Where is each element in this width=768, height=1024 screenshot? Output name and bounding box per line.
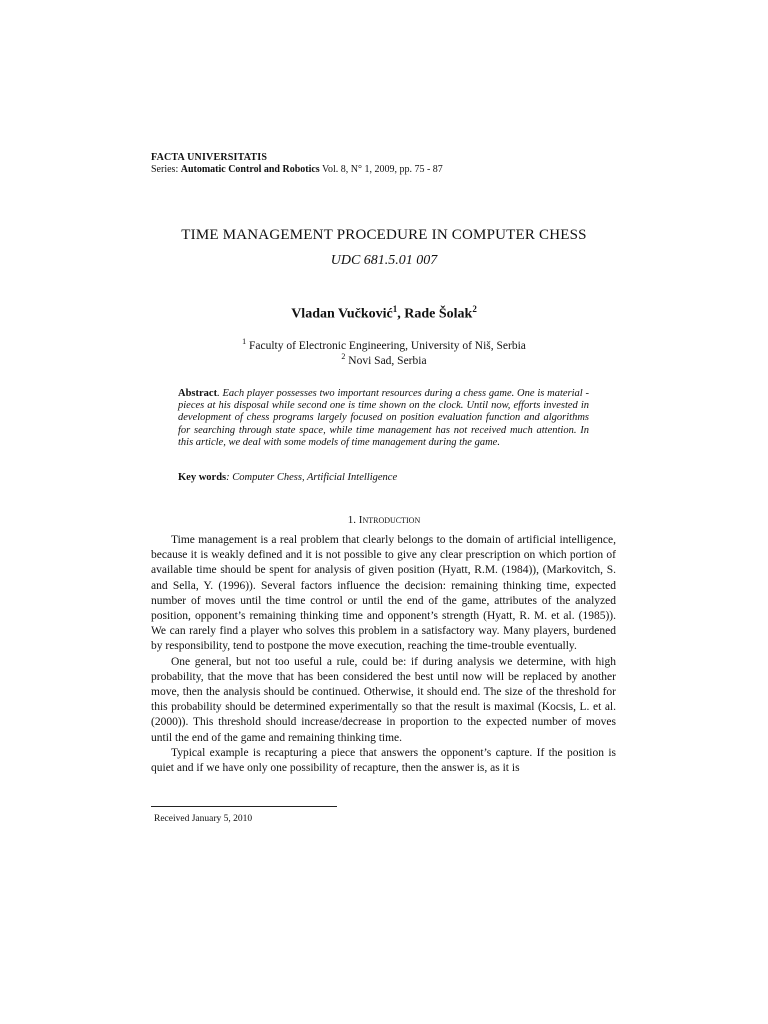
- series-prefix: Series:: [151, 164, 181, 175]
- series-volume: Vol. 8, N° 1, 2009, pp. 75 - 87: [319, 164, 443, 175]
- paragraph-1: Time management is a real problem that clearly belongs to the domain of artificial intelligence, because it is weakly defined and it is not possible to give any clear prescription on which portion of available time should be spent for analysis of given position (Hyatt, R.M. (1984)), (Markovitch, S. and Sella, Y. (1996)). Several factors influence the decision: remaining thinking time, expected number of moves until the time control or until the end of the game, attributes of the analyzed position, opponent’s remaining thinking time and opponent’s strength (Hyatt, R. M. et al. (1985)). We can rarely find a player who solves this problem in a satisfactory way. Many players, burdened by responsibility, tend to postpone the move execution, reaching the time-trouble eventually.: [151, 534, 616, 653]
- affiliation-1-text: Faculty of Electronic Engineering, University of Niš, Serbia: [246, 339, 526, 352]
- affiliation-2-mark: 2: [341, 352, 346, 361]
- affiliation-2-text: Novi Sad, Serbia: [345, 354, 427, 367]
- body-text: [151, 533, 616, 776]
- affiliation-2: [0, 352, 768, 367]
- section-heading: [0, 514, 768, 526]
- author-1-affiliation-mark: 1: [392, 304, 398, 314]
- paper-title: TIME MANAGEMENT PROCEDURE IN COMPUTER CHESS: [181, 227, 587, 243]
- keywords-label: Key words: [178, 472, 227, 483]
- udc-code: UDC 681.5.01 007: [330, 253, 438, 268]
- series-name: Automatic Control and Robotics: [180, 164, 320, 175]
- author-line: [0, 304, 768, 323]
- affiliation-1-mark: 1: [242, 337, 247, 346]
- paragraph-2: One general, but not too useful a rule, could be: if during analysis we determine, with high probability, that the move that has been considered the best until now will be replaced by another move, then the analysis should be continued. Otherwise, it should end. The size of the threshold for this probability should be determined experimentally so that the result is maximal (Kocsis, L. et al. (2000)). This threshold should increase/decrease in proportion to the expected number of moves until the end of the game and remaining thinking time.: [151, 655, 616, 744]
- abstract: [178, 388, 589, 449]
- affiliation-1: [0, 337, 768, 352]
- section-title: Introduction: [358, 514, 421, 526]
- journal-header: [151, 152, 443, 176]
- author-2-affiliation-mark: 2: [472, 304, 477, 314]
- author-1: Vladan Vučković: [291, 306, 393, 322]
- journal-name: FACTA UNIVERSITATIS: [151, 152, 268, 163]
- series-line: [151, 164, 443, 176]
- footnote: Received January 5, 2010: [154, 814, 253, 824]
- author-2: Rade Šolak: [404, 306, 473, 322]
- abstract-label: Abstract: [178, 388, 218, 399]
- section-number: 1.: [347, 514, 359, 526]
- keywords-text: : Computer Chess, Artificial Intelligence: [226, 472, 398, 483]
- footnote-rule: [151, 806, 337, 807]
- keywords: [178, 472, 589, 483]
- author-separator: ,: [397, 306, 405, 322]
- abstract-text: . Each player possesses two important resources during a chess game. One is material - pieces at his disposal while second one is time shown on the clock. Until now, efforts invested in development of chess programs largely focused on position evaluation function and algorithms for searching through state space, while time management has not received much attention. In this article, we deal with some models of time management during the game.: [178, 388, 589, 448]
- paragraph-3: Typical example is recapturing a piece that answers the opponent’s capture. If the position is quiet and if we have only one possibility of recapture, then the answer is, as it is: [151, 746, 616, 775]
